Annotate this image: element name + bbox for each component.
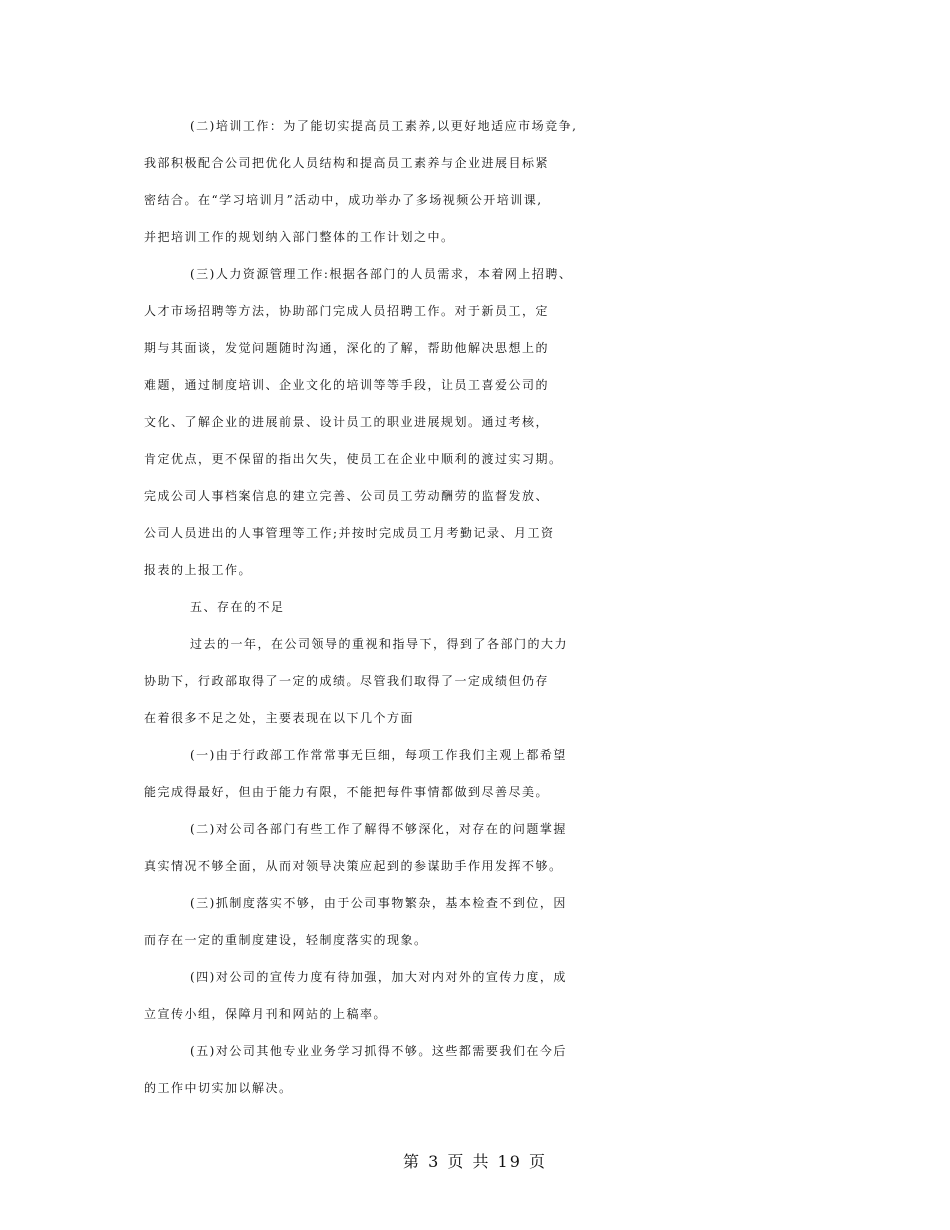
text-line: 并把培训工作的规划纳入部门整体的工作计划之中。: [144, 230, 455, 244]
text-line: 完成公司人事档案信息的建立完善、公司员工劳动酬劳的监督发放、: [144, 489, 550, 503]
text-line: (四)对公司的宣传力度有待加强，加大对内对外的宣传力度，成: [190, 970, 567, 984]
text-line: 真实情况不够全面，从而对领导决策应起到的参谋助手作用发挥不够。: [144, 859, 563, 873]
text-line: (一)由于行政部工作常常事无巨细，每项工作我们主观上都希望: [190, 748, 567, 762]
text-line: 能完成得最好，但由于能力有限，不能把每件事情都做到尽善尽美。: [144, 785, 550, 799]
text-line: (二)对公司各部门有些工作了解得不够深化，对存在的问题掌握: [190, 822, 567, 836]
text-line: (三)人力资源管理工作:根据各部门的人员需求，本着网上招聘、: [190, 267, 573, 281]
text-line: 报表的上报工作。: [144, 563, 253, 577]
section-heading: 五、存在的不足: [190, 600, 285, 614]
text-line: 的工作中切实加以解决。: [144, 1081, 293, 1095]
text-line: 立宣传小组，保障月刊和网站的上稿率。: [144, 1007, 388, 1021]
text-line: 而存在一定的重制度建设，轻制度落实的现象。: [144, 933, 428, 947]
text-line: 期与其面谈，发觉问题随时沟通，深化的了解，帮助他解决思想上的: [144, 341, 550, 355]
page-number-footer: 第 3 页 共 19 页: [403, 1152, 547, 1171]
text-line: 过去的一年，在公司领导的重视和指导下，得到了各部门的大力: [190, 637, 569, 651]
text-line: (二)培训工作：为了能切实提高员工素养,以更好地适应市场竞争,: [190, 119, 578, 133]
text-line: 协助下，行政部取得了一定的成绩。尽管我们取得了一定成绩但仍存: [144, 674, 550, 688]
text-line: 难题，通过制度培训、企业文化的培训等等手段，让员工喜爱公司的: [144, 378, 550, 392]
text-line: (五)对公司其他专业业务学习抓得不够。这些都需要我们在今后: [190, 1044, 567, 1058]
text-line: 公司人员进出的人事管理等工作;并按时完成员工月考勤记录、月工资: [144, 526, 555, 540]
text-line: 密结合。在“学习培训月”活动中，成功举办了多场视频公开培训课,: [144, 193, 543, 207]
text-line: (三)抓制度落实不够，由于公司事物繁杂，基本检查不到位，因: [190, 896, 567, 910]
text-line: 人才市场招聘等方法，协助部门完成人员招聘工作。对于新员工，定: [144, 304, 550, 318]
text-line: 肯定优点，更不保留的指出欠失，使员工在企业中顺利的渡过实习期。: [144, 452, 563, 466]
text-line: 我部积极配合公司把优化人员结构和提高员工素养与企业进展目标紧: [144, 156, 550, 170]
text-line: 文化、了解企业的进展前景、设计员工的职业进展规划。通过考核，: [144, 415, 550, 429]
text-line: 在着很多不足之处，主要表现在以下几个方面: [144, 711, 415, 725]
